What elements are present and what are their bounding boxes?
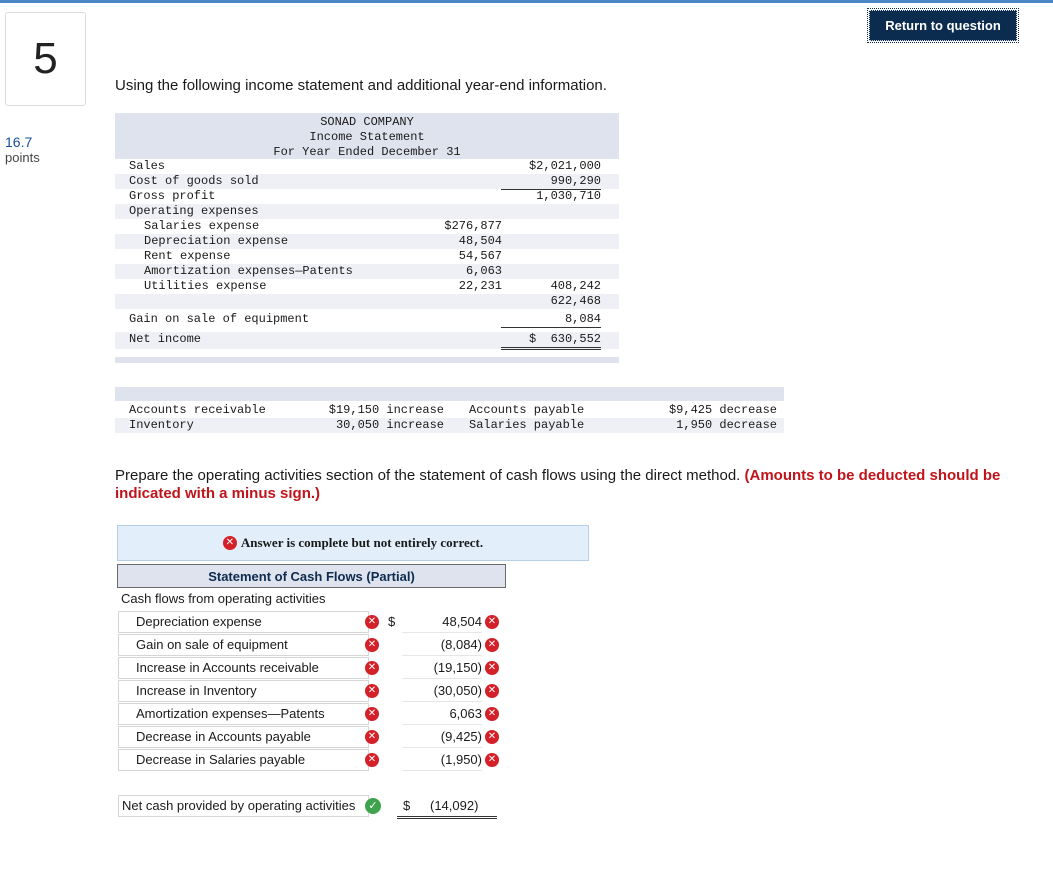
cf-row xyxy=(117,726,506,748)
company-name: SONAD COMPANY xyxy=(320,115,414,129)
info-value: 1,950 decrease xyxy=(676,418,777,432)
x-circle-icon: ✕ xyxy=(365,615,379,629)
is-row-amortization xyxy=(115,264,619,279)
cf-net-label: Net cash provided by operating activities xyxy=(118,795,369,817)
x-circle-icon: ✕ xyxy=(365,684,379,698)
points-label: points xyxy=(5,150,40,165)
is-label: Amortization expenses—Patents xyxy=(144,264,353,278)
answer-status-text: Answer is complete but not entirely correct. xyxy=(240,535,484,550)
x-circle-icon: ✕ xyxy=(485,730,499,744)
x-circle-icon: ✕ xyxy=(223,536,237,550)
is-value: 408,242 xyxy=(501,279,601,295)
is-label: Salaries expense xyxy=(144,219,260,233)
cf-row xyxy=(117,703,506,725)
is-label: Rent expense xyxy=(144,249,231,263)
is-value: 622,468 xyxy=(550,294,601,308)
info-value: $19,150 increase xyxy=(328,403,444,417)
cf-net-row xyxy=(117,795,506,817)
additional-info-table xyxy=(115,387,784,437)
x-circle-icon: ✕ xyxy=(365,661,379,675)
is-value: 54,567 xyxy=(458,249,502,263)
is-label: Operating expenses xyxy=(129,204,259,218)
info-value: $9,425 decrease xyxy=(668,403,777,417)
check-circle-icon: ✓ xyxy=(365,798,381,814)
info-label: Inventory xyxy=(129,418,194,432)
x-circle-icon: ✕ xyxy=(485,684,499,698)
x-circle-icon: ✕ xyxy=(365,730,379,744)
cf-amount-input[interactable]: 48,504 xyxy=(402,612,482,633)
x-circle-icon: ✕ xyxy=(485,661,499,675)
is-label: Sales xyxy=(129,159,166,173)
x-circle-icon: ✕ xyxy=(485,753,499,767)
cf-amount-input[interactable]: (9,425) xyxy=(402,727,482,748)
instructions-text: Prepare the operating activities section of the statement of cash flows using the direct method. xyxy=(115,467,745,484)
is-value: $2,021,000 xyxy=(528,159,601,173)
is-label: Utilities expense xyxy=(144,279,267,293)
is-label: Cost of goods sold xyxy=(129,174,259,188)
x-circle-icon: ✕ xyxy=(365,707,379,721)
is-value: $276,877 xyxy=(444,219,502,233)
return-to-question-button[interactable]: Return to question xyxy=(869,10,1017,41)
is-row-depreciation xyxy=(115,234,619,249)
x-circle-icon: ✕ xyxy=(365,638,379,652)
dollar-sign: $ xyxy=(388,614,396,629)
is-row-operating-expenses xyxy=(115,204,619,219)
statement-period: For Year Ended December 31 xyxy=(273,145,461,159)
is-row-subtotal xyxy=(115,294,619,309)
is-row-utilities xyxy=(115,279,619,294)
instructions-emphasis: (Amounts to be deducted should be indicated with a minus sign.) xyxy=(115,467,1001,502)
x-circle-icon: ✕ xyxy=(485,707,499,721)
cf-label-input[interactable]: Increase in Accounts receivable xyxy=(118,657,369,679)
is-label: Gain on sale of equipment xyxy=(129,312,310,326)
top-accent-line xyxy=(0,0,1053,3)
question-number: 5 xyxy=(5,12,86,106)
is-row-salaries xyxy=(115,219,619,234)
cf-label-input[interactable]: Increase in Inventory xyxy=(118,680,369,702)
info-label: Accounts receivable xyxy=(129,403,266,417)
cf-row xyxy=(117,749,506,771)
additional-info-row xyxy=(115,403,784,418)
is-label: Net income xyxy=(129,332,202,346)
cash-flow-title: Statement of Cash Flows (Partial) xyxy=(117,564,506,588)
is-value: $ 630,552 xyxy=(501,332,601,350)
is-value: 22,231 xyxy=(412,279,502,295)
is-row-gain xyxy=(115,312,619,327)
cf-amount-input[interactable]: (8,084) xyxy=(402,635,482,656)
is-value: 6,063 xyxy=(465,264,502,278)
is-row-gross-profit xyxy=(115,189,619,204)
cf-amount-input[interactable]: (1,950) xyxy=(402,750,482,771)
info-value: 30,050 increase xyxy=(335,418,444,432)
is-value: 990,290 xyxy=(501,174,601,190)
dollar-sign: $ xyxy=(403,798,411,813)
is-footer-band xyxy=(115,357,619,363)
intro-text: Using the following income statement and additional year-end information. xyxy=(115,77,607,94)
is-row-sales xyxy=(115,159,619,174)
cf-row xyxy=(117,611,506,633)
is-value: 48,504 xyxy=(458,234,502,248)
x-circle-icon: ✕ xyxy=(485,615,499,629)
cf-label-input[interactable]: Amortization expenses—Patents xyxy=(118,703,369,725)
statement-title: Income Statement xyxy=(309,130,425,144)
x-circle-icon: ✕ xyxy=(365,753,379,767)
is-value: 1,030,710 xyxy=(536,189,601,203)
is-row-rent xyxy=(115,249,619,264)
is-value: 8,084 xyxy=(501,312,601,328)
cash-flow-section-header-row xyxy=(117,588,506,610)
cf-label-input[interactable]: Depreciation expense xyxy=(118,611,369,633)
cf-amount-input[interactable]: (30,050) xyxy=(402,681,482,702)
cf-amount-input[interactable]: (19,150) xyxy=(402,658,482,679)
cf-label-input[interactable]: Decrease in Salaries payable xyxy=(118,749,369,771)
points-value: 16.7 xyxy=(5,134,33,150)
answer-status-banner xyxy=(117,525,589,561)
is-label: Gross profit xyxy=(129,189,216,203)
cf-row xyxy=(117,634,506,656)
cf-amount-input[interactable]: 6,063 xyxy=(402,704,482,725)
cf-label-input[interactable]: Gain on sale of equipment xyxy=(118,634,369,656)
cf-net-amount: (14,092) xyxy=(397,796,497,819)
section-header: Cash flows from operating activities xyxy=(121,591,326,606)
info-label: Salaries payable xyxy=(469,418,585,432)
cf-row xyxy=(117,680,506,702)
points-display xyxy=(5,134,40,166)
cf-label-input[interactable]: Decrease in Accounts payable xyxy=(118,726,369,748)
info-label: Accounts payable xyxy=(469,403,585,417)
is-label: Depreciation expense xyxy=(144,234,289,248)
is-row-net-income xyxy=(115,332,619,349)
additional-info-header xyxy=(115,387,784,401)
income-statement xyxy=(115,113,619,363)
cf-row xyxy=(117,657,506,679)
x-circle-icon: ✕ xyxy=(485,638,499,652)
income-statement-header xyxy=(115,113,619,159)
is-row-cogs xyxy=(115,174,619,189)
additional-info-row xyxy=(115,418,784,433)
instructions xyxy=(115,467,1030,503)
